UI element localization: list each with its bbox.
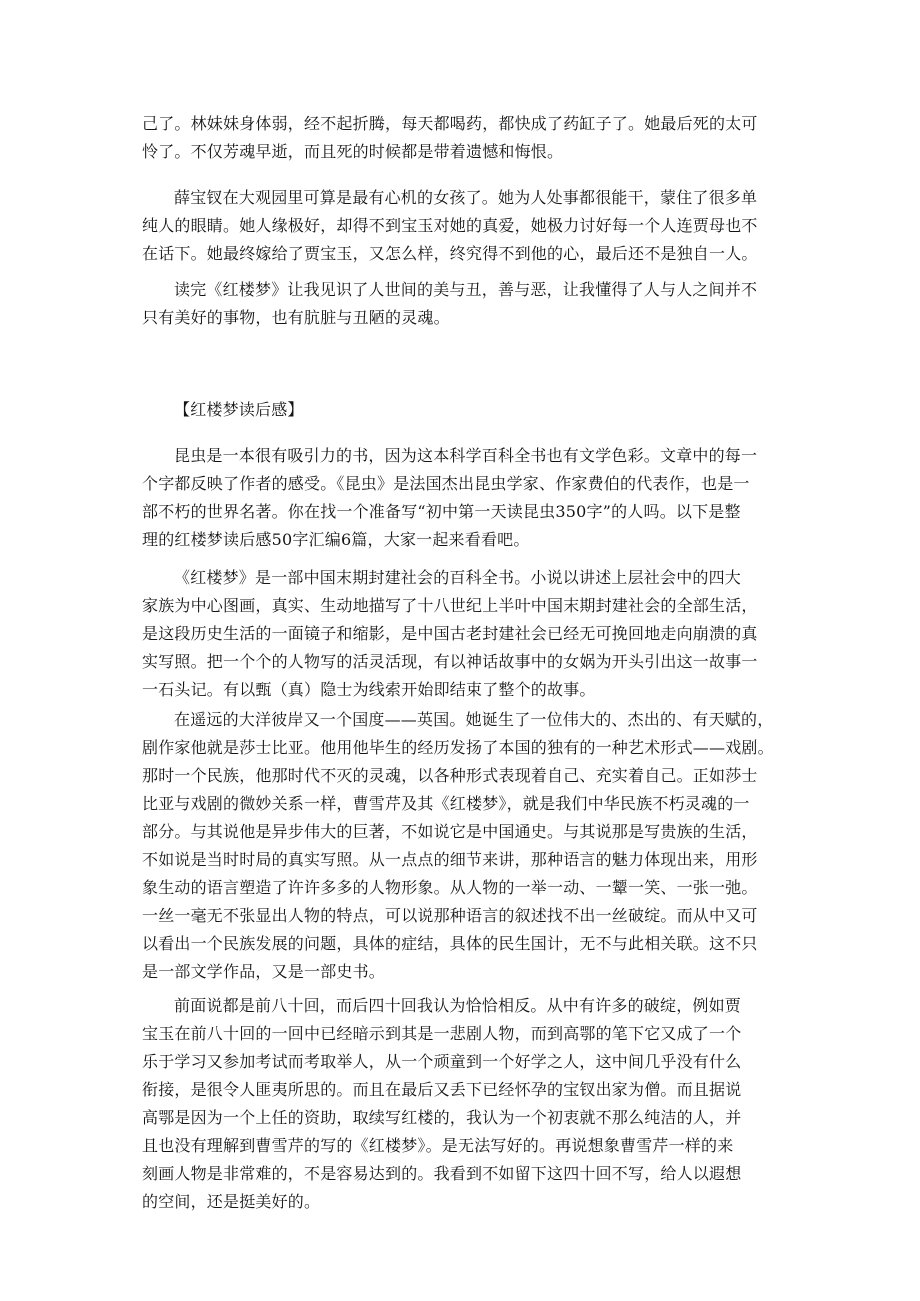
- text-line: 衔接，是很令人匪夷所思的。而且在最后又丢下已经怀孕的宝钗出家为僧。而且据说: [142, 1080, 742, 1099]
- text-line: 是一部文学作品，又是一部史书。: [142, 962, 386, 981]
- paragraph-conclusion: [142, 276, 792, 332]
- text-line: 部不朽的世界名著。你在找一个准备写“初中第一天读昆虫350字”的人吗。以下是整: [142, 502, 741, 521]
- text-line: 读完《红楼梦》让我见识了人世间的美与丑，善与恶，让我懂得了人与人之间并不: [174, 280, 758, 299]
- text-line: 薛宝钗在大观园里可算是最有心机的女孩了。她为人处事都很能干，蒙住了很多单: [174, 188, 758, 207]
- text-line: 高鄂是因为一个上任的资助，取续写红楼的，我认为一个初衷就不那么纯洁的人，并: [142, 1108, 742, 1127]
- text-line: 一丝一毫无不张显出人物的特点，可以说那种语言的叙述找不出一丝破绽。而从中又可: [142, 906, 758, 925]
- text-line: 以看出一个民族发展的问题，具体的症结，具体的民生国计，无不与此相关联。这不只: [142, 934, 758, 953]
- paragraph-shakespeare: [142, 706, 792, 986]
- text-line: 宝玉在前八十回的一回中已经暗示到其是一悲剧人物，而到高鄂的笔下它又成了一个: [142, 1024, 742, 1043]
- text-line: 家族为中心图画，真实、生动地描写了十八世纪上半叶中国末期封建社会的全部生活，: [142, 596, 758, 615]
- text-line: 的空间，还是挺美好的。: [142, 1192, 321, 1211]
- text-line: 个字都反映了作者的感受。《昆虫》是法国杰出昆虫学家、作家费伯的代表作，也是一: [142, 474, 750, 493]
- text-line: 且也没有理解到曹雪芹的写的《红楼梦》。是无法写好的。再说想象曹雪芹一样的来: [142, 1136, 734, 1155]
- text-line: 前面说都是前八十回，而后四十回我认为恰恰相反。从中有许多的破绽，例如贾: [174, 996, 742, 1015]
- text-line: 己了。林妹妹身体弱，经不起折腾，每天都喝药，都快成了药缸子了。她最后死的太可: [142, 114, 758, 133]
- text-line: 不如说是当时时局的真实写照。从一点点的细节来讲，那种语言的魅力体现出来，用形: [142, 850, 758, 869]
- text-line: 纯人的眼睛。她人缘极好，却得不到宝玉对她的真爱，她极力讨好每一个人连贾母也不: [142, 216, 758, 235]
- text-line: 在话下。她最终嫁给了贾宝玉，又怎么样，终究得不到他的心，最后还不是独自一人。: [142, 244, 758, 263]
- text-line: 部分。与其说他是异步伟大的巨著，不如说它是中国通史。与其说那是写贵族的生活，: [142, 822, 758, 841]
- text-line: 只有美好的事物，也有肮脏与丑陋的灵魂。: [142, 308, 450, 327]
- text-line: 《红楼梦》是一部中国末期封建社会的百科全书。小说以讲述上层社会中的四大: [174, 568, 742, 587]
- text-line: 是这段历史生活的一面镜子和缩影，是中国古老封建社会已经无可挽回地走向崩溃的真: [142, 624, 758, 643]
- paragraph-intro: [142, 442, 792, 554]
- paragraph-encyclopedia: [142, 564, 792, 704]
- paragraph-daiyu-ending: [142, 110, 792, 166]
- text-line: 刻画人物是非常难的，不是容易达到的。我看到不如留下这四十回不写，给人以遐想: [142, 1164, 742, 1183]
- text-line: 那时一个民族，他那时代不灭的灵魂，以各种形式表现着自己、充实着自己。正如莎士: [142, 766, 758, 785]
- text-line: 剧作家他就是莎士比亚。他用他毕生的经历发扬了本国的独有的一种艺术形式——戏剧。: [142, 738, 774, 757]
- text-line: 比亚与戏剧的微妙关系一样，曹雪芹及其《红楼梦》，就是我们中华民族不朽灵魂的一: [142, 794, 750, 813]
- text-line: 象生动的语言塑造了许许多多的人物形象。从人物的一举一动、一颦一笑、一张一弛。: [142, 878, 758, 897]
- text-line: 实写照。把一个个的人物写的活灵活现，有以神话故事中的女娲为开头引出这一故事一: [142, 652, 758, 671]
- section-heading: [142, 396, 792, 424]
- paragraph-baochai: [142, 184, 792, 268]
- text-line: 怜了。不仅芳魂早逝，而且死的时候都是带着遗憾和悔恨。: [142, 142, 564, 161]
- section-title: 【红楼梦读后感】: [174, 400, 304, 419]
- text-line: 乐于学习又参加考试而考取举人，从一个顽童到一个好学之人，这中间几乎没有什么: [142, 1052, 742, 1071]
- text-line: 昆虫是一本很有吸引力的书，因为这本科学百科全书也有文学色彩。文章中的每一: [174, 446, 758, 465]
- text-line: 一石头记。有以甄（真）隐士为线索开始即结束了整个的故事。: [142, 680, 596, 699]
- paragraph-last-forty-chapters: [142, 992, 792, 1216]
- text-line: 理的红楼梦读后感50字汇编6篇，大家一起来看看吧。: [142, 530, 530, 549]
- text-line: 在遥远的大洋彼岸又一个国度——英国。她诞生了一位伟大的、杰出的、有天赋的，: [174, 710, 774, 729]
